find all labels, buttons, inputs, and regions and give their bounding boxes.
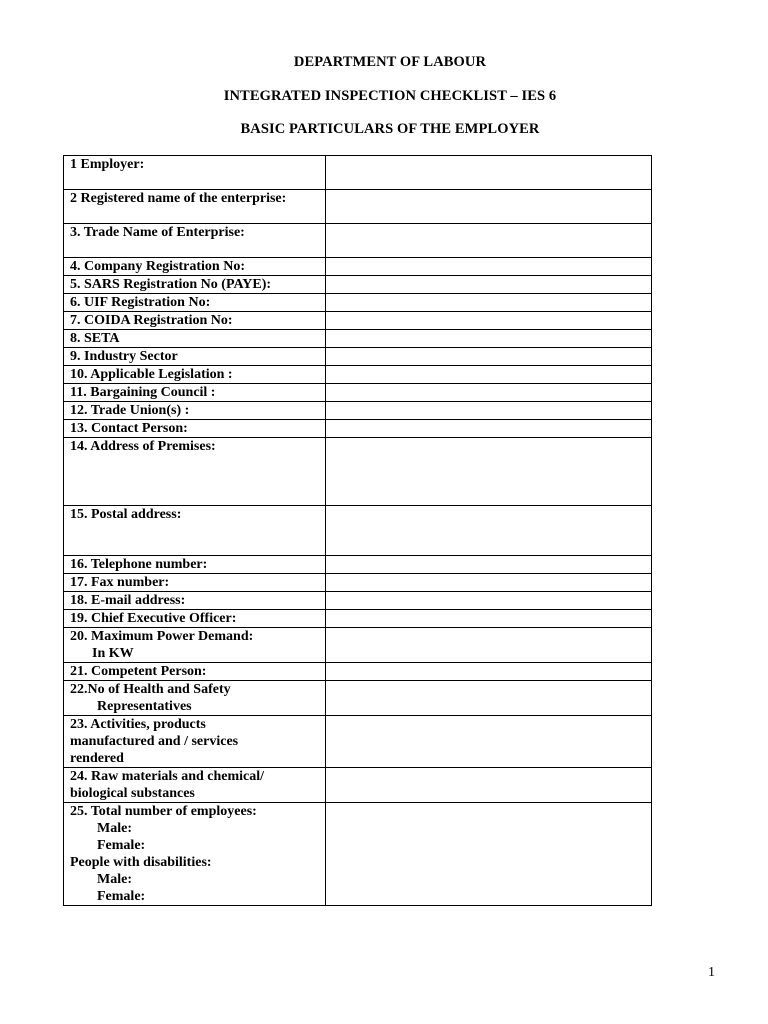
field-value-cell[interactable]: [326, 294, 652, 312]
field-label-line: 16. Telephone number:: [70, 557, 208, 572]
field-label-line: Representatives: [97, 699, 192, 714]
field-label-line: 18. E-mail address:: [70, 593, 186, 608]
employer-particulars-table: [63, 155, 652, 906]
field-label: [64, 156, 326, 190]
field-label-line: Male:: [97, 821, 132, 836]
table-row: [64, 330, 652, 348]
field-label-line: 9. Industry Sector: [70, 349, 178, 364]
field-label: [64, 330, 326, 348]
table-row: [64, 402, 652, 420]
table-row: [64, 420, 652, 438]
field-label-line: 15. Postal address:: [70, 507, 182, 522]
field-label: [64, 384, 326, 402]
table-row: [64, 294, 652, 312]
field-label-line: 7. COIDA Registration No:: [70, 313, 233, 328]
field-value-cell[interactable]: [326, 276, 652, 294]
field-label: [64, 420, 326, 438]
field-label-line: 11. Bargaining Council :: [70, 385, 216, 400]
table-row: [64, 663, 652, 681]
field-label-line: 20. Maximum Power Demand:: [70, 629, 254, 644]
field-label-line: 24. Raw materials and chemical/: [70, 769, 265, 784]
field-label-line: 22.No of Health and Safety: [70, 682, 231, 697]
table-row: [64, 348, 652, 366]
field-label-line: 6. UIF Registration No:: [70, 295, 211, 310]
field-label: [64, 438, 326, 506]
field-label: [64, 506, 326, 556]
field-value-cell[interactable]: [326, 330, 652, 348]
field-label: [64, 556, 326, 574]
department-heading: DEPARTMENT OF LABOUR: [293, 54, 487, 70]
table-row: [64, 438, 652, 506]
table-row: [64, 610, 652, 628]
field-label: [64, 294, 326, 312]
table-row: [64, 366, 652, 384]
field-value-cell[interactable]: [326, 768, 652, 803]
field-value-cell[interactable]: [326, 506, 652, 556]
field-label-line: In KW: [92, 646, 134, 661]
field-label: [64, 628, 326, 663]
table-row: [64, 556, 652, 574]
field-value-cell[interactable]: [326, 716, 652, 768]
field-label: [64, 190, 326, 224]
field-label-line: 12. Trade Union(s) :: [70, 403, 190, 418]
field-label-line: 23. Activities, products: [70, 717, 206, 732]
field-label: [64, 574, 326, 592]
table-row: [64, 628, 652, 663]
field-label: [64, 258, 326, 276]
field-label-line: 14. Address of Premises:: [70, 439, 216, 454]
field-label: [64, 402, 326, 420]
field-label: [64, 716, 326, 768]
field-label-line: 13. Contact Person:: [70, 421, 188, 436]
field-label-line: biological substances: [70, 786, 195, 801]
table-row: [64, 681, 652, 716]
section-title: BASIC PARTICULARS OF THE EMPLOYER: [240, 121, 540, 137]
field-label: [64, 348, 326, 366]
field-value-cell[interactable]: [326, 312, 652, 330]
field-label-line: 3. Trade Name of Enterprise:: [70, 225, 245, 240]
field-label-line: Female:: [97, 889, 146, 904]
field-label-line: Male:: [97, 872, 132, 887]
field-label-line: 19. Chief Executive Officer:: [70, 611, 237, 626]
field-label-line: 25. Total number of employees:: [70, 804, 257, 819]
checklist-title: INTEGRATED INSPECTION CHECKLIST – IES 6: [223, 88, 557, 104]
table-row: [64, 224, 652, 258]
field-value-cell[interactable]: [326, 556, 652, 574]
field-label-line: 10. Applicable Legislation :: [70, 367, 233, 382]
table-row: [64, 312, 652, 330]
table-row: [64, 190, 652, 224]
table-row: [64, 768, 652, 803]
field-label-line: 8. SETA: [70, 331, 120, 346]
field-value-cell[interactable]: [326, 402, 652, 420]
field-value-cell[interactable]: [326, 610, 652, 628]
field-label: [64, 610, 326, 628]
field-label-line: 17. Fax number:: [70, 575, 170, 590]
field-value-cell[interactable]: [326, 190, 652, 224]
field-value-cell[interactable]: [326, 681, 652, 716]
field-label-line: 21. Competent Person:: [70, 664, 207, 679]
field-value-cell[interactable]: [326, 663, 652, 681]
field-label-line: rendered: [70, 751, 124, 766]
field-label-line: 5. SARS Registration No (PAYE):: [70, 277, 272, 292]
field-label-line: 4. Company Registration No:: [70, 259, 245, 274]
table-row: [64, 716, 652, 768]
field-value-cell[interactable]: [326, 803, 652, 906]
field-value-cell[interactable]: [326, 438, 652, 506]
page-number: 1: [708, 965, 715, 980]
field-label-line: manufactured and / services: [70, 734, 239, 749]
field-label: [64, 663, 326, 681]
field-label-line: 2 Registered name of the enterprise:: [70, 191, 287, 206]
field-label: [64, 681, 326, 716]
field-label-line: People with disabilities:: [70, 855, 212, 870]
field-label: [64, 366, 326, 384]
table-row: [64, 156, 652, 190]
field-value-cell[interactable]: [326, 574, 652, 592]
field-value-cell[interactable]: [326, 348, 652, 366]
field-label: [64, 276, 326, 294]
table-row: [64, 276, 652, 294]
field-label-line: Female:: [97, 838, 146, 853]
table-row: [64, 384, 652, 402]
field-value-cell[interactable]: [326, 384, 652, 402]
table-row: [64, 592, 652, 610]
table-row: [64, 803, 652, 906]
field-value-cell[interactable]: [326, 156, 652, 190]
field-value-cell[interactable]: [326, 258, 652, 276]
field-label: [64, 592, 326, 610]
field-label: [64, 224, 326, 258]
field-label: [64, 803, 326, 906]
table-row: [64, 258, 652, 276]
field-value-cell[interactable]: [326, 420, 652, 438]
field-value-cell[interactable]: [326, 628, 652, 663]
field-label-line: 1 Employer:: [70, 157, 145, 172]
field-label: [64, 768, 326, 803]
field-value-cell[interactable]: [326, 366, 652, 384]
table-row: [64, 506, 652, 556]
field-value-cell[interactable]: [326, 224, 652, 258]
field-label: [64, 312, 326, 330]
field-value-cell[interactable]: [326, 592, 652, 610]
table-row: [64, 574, 652, 592]
